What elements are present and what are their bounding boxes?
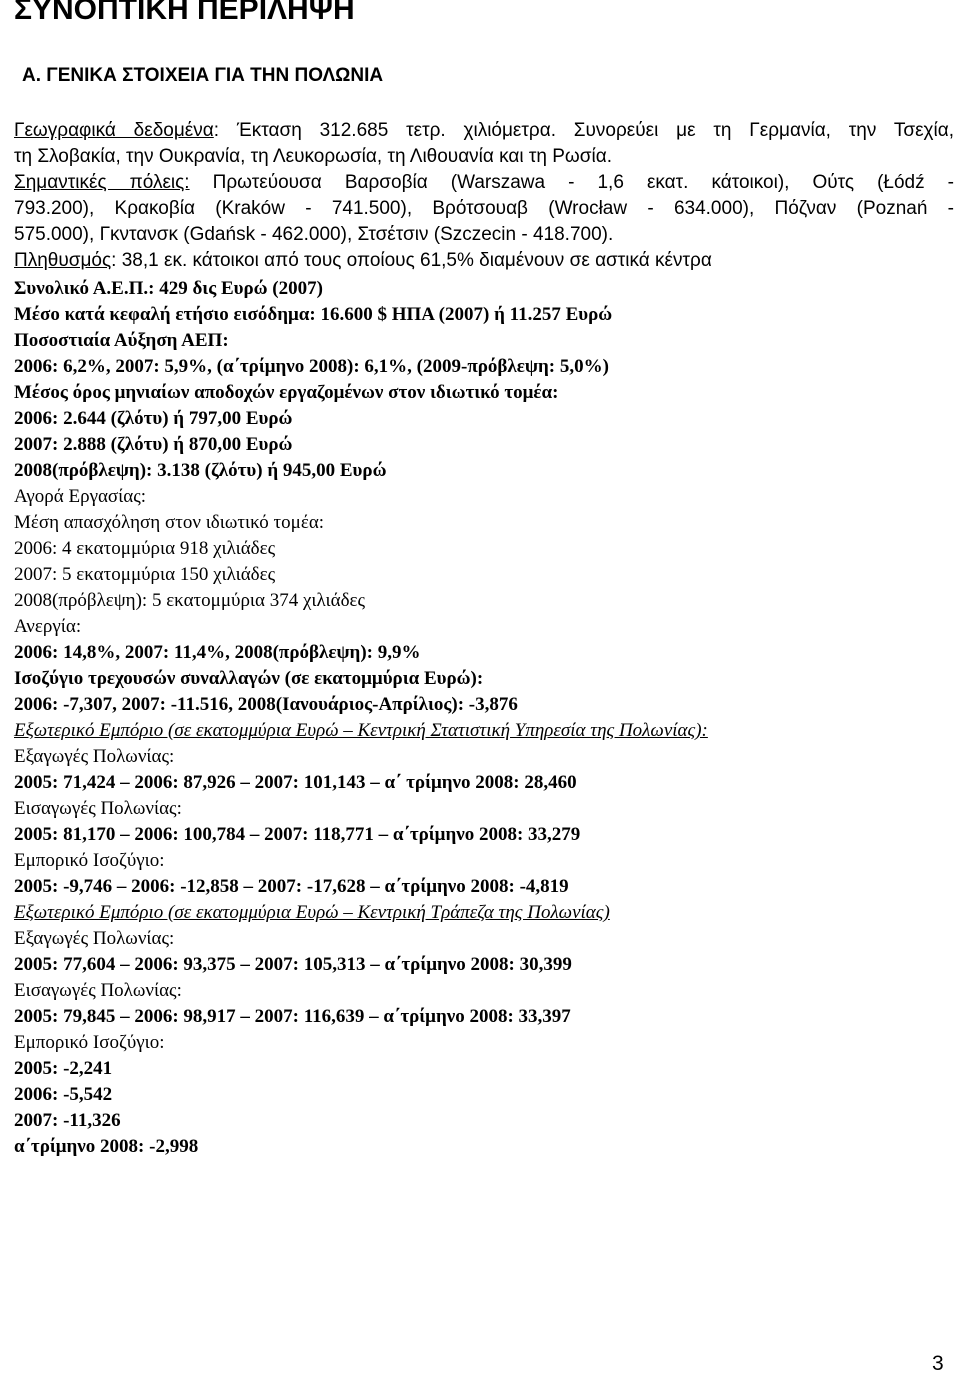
cities-text: Πρωτεύουσα Βαρσοβία (Warszawa - 1,6 εκατ. κάτοικοι), Ούτς (Łódź - — [189, 172, 954, 193]
unemployment-values: 2006: 14,8%, 2007: 11,4%, 2008(πρόβλεψη): 9,9% — [14, 642, 421, 663]
geography-paragraph — [14, 118, 954, 274]
geo-line-3 — [14, 170, 954, 196]
imports-label: Εισαγωγές Πολωνίας: — [14, 980, 182, 1001]
gdp-growth-label: Ποσοστιαία Αύξηση ΑΕΠ: — [14, 330, 229, 351]
geo-line-5: 575.000), Γκντανσκ (Gdańsk - 462.000), Στσέτσιν (Szczecin - 418.700). — [14, 224, 614, 245]
current-account-values: 2006: -7,307, 2007: -11.516, 2008(Ιανουάριος-Απρίλιος): -3,876 — [14, 694, 518, 715]
geo-line-1 — [14, 118, 954, 144]
trade-balance-label: Εμπορικό Ισοζύγιο: — [14, 850, 165, 871]
geo-line-2: τη Σλοβακία, την Ουκρανία, τη Λευκορωσία, τη Λιθουανία και τη Ρωσία. — [14, 146, 612, 167]
trade-bank-heading: Εξωτερικό Εμπόριο (σε εκατομμύρια Ευρώ – Κεντρική Τράπεζα της Πολωνίας) — [14, 902, 610, 923]
employment-label: Μέση απασχόληση στον ιδιωτικό τομέα: — [14, 512, 325, 533]
geo-line-4: 793.200), Κρακοβία (Kraków - 741.500), Βρότσουαβ (Wrocław - 634.000), Πόζναν (Poznań - — [14, 198, 954, 219]
unemployment-label: Ανεργία: — [14, 616, 82, 637]
wages-2008: 2008(πρόβλεψη): 3.138 (ζλότυ) ή 945,00 Ευρώ — [14, 460, 387, 481]
current-account-label: Ισοζύγιο τρεχουσών συναλλαγών (σε εκατομμύρια Ευρώ): — [14, 668, 484, 689]
exports-values: 2005: 77,604 – 2006: 93,375 – 2007: 105,313 – α΄τρίμηνο 2008: 30,399 — [14, 954, 572, 975]
trade-stats-office-block — [14, 718, 954, 900]
trade-balance-label: Εμπορικό Ισοζύγιο: — [14, 1032, 165, 1053]
trade-stats-heading: Εξωτερικό Εμπόριο (σε εκατομμύρια Ευρώ – Κεντρική Στατιστική Υπηρεσία της Πολωνίας): — [14, 720, 708, 741]
exports-label: Εξαγωγές Πολωνίας: — [14, 928, 175, 949]
imports-label: Εισαγωγές Πολωνίας: — [14, 798, 182, 819]
population-label: Πληθυσμός — [14, 250, 112, 271]
labour-market-label: Αγορά Εργασίας: — [14, 486, 147, 507]
page-title: ΣΥΝΟΠΤΙΚΗ ΠΕΡΙΛΗΨΗ — [14, 0, 355, 26]
employment-2006: 2006: 4 εκατομμύρια 918 χιλιάδες — [14, 538, 276, 559]
gdp-growth-values: 2006: 6,2%, 2007: 5,9%, (α΄τρίμηνο 2008): 6,1%, (2009-πρόβλεψη: 5,0%) — [14, 356, 609, 377]
trade-balance-2007: 2007: -11,326 — [14, 1110, 121, 1131]
exports-values: 2005: 71,424 – 2006: 87,926 – 2007: 101,143 – α΄ τρίμηνο 2008: 28,460 — [14, 772, 577, 793]
section-heading: Α. ΓΕΝΙΚΑ ΣΤΟΙΧΕΙΑ ΓΙΑ ΤΗΝ ΠΟΛΩΝΙΑ — [22, 65, 384, 86]
trade-balance-2006: 2006: -5,542 — [14, 1084, 113, 1105]
cities-label: Σημαντικές πόλεις: — [14, 172, 190, 193]
trade-central-bank-block — [14, 900, 954, 1160]
trade-balance-q1-2008: α΄τρίμηνο 2008: -2,998 — [14, 1136, 199, 1157]
gdp-per-capita: Μέσο κατά κεφαλή ετήσιο εισόδημα: 16.600 $ ΗΠΑ (2007) ή 11.257 Ευρώ — [14, 304, 613, 325]
geo-area-text: : Έκταση 312.685 τετρ. χιλιόμετρα. Συνορεύει με τη Γερμανία, την Τσεχία, — [213, 120, 954, 141]
geo-line-6 — [14, 248, 954, 274]
imports-values: 2005: 79,845 – 2006: 98,917 – 2007: 116,639 – α΄τρίμηνο 2008: 33,397 — [14, 1006, 571, 1027]
gdp-total: Συνολικό Α.Ε.Π.: 429 δις Ευρώ (2007) — [14, 278, 323, 299]
geo-label: Γεωγραφικά δεδομένα — [14, 120, 214, 141]
trade-balance-2005: 2005: -2,241 — [14, 1058, 113, 1079]
wages-label: Μέσος όρος μηνιαίων αποδοχών εργαζομένων στον ιδιωτικό τομέα: — [14, 382, 559, 403]
wages-2007: 2007: 2.888 (ζλότυ) ή 870,00 Ευρώ — [14, 434, 293, 455]
wages-2006: 2006: 2.644 (ζλότυ) ή 797,00 Ευρώ — [14, 408, 293, 429]
population-text: : 38,1 εκ. κάτοικοι από τους οποίους 61,5% διαμένουν σε αστικά κέντρα — [111, 250, 712, 271]
trade-balance-values: 2005: -9,746 – 2006: -12,858 – 2007: -17,628 – α΄τρίμηνο 2008: -4,819 — [14, 876, 569, 897]
imports-values: 2005: 81,170 – 2006: 100,784 – 2007: 118,771 – α΄τρίμηνο 2008: 33,279 — [14, 824, 581, 845]
exports-label: Εξαγωγές Πολωνίας: — [14, 746, 175, 767]
employment-2007: 2007: 5 εκατομμύρια 150 χιλιάδες — [14, 564, 276, 585]
economy-block — [14, 276, 954, 718]
employment-2008: 2008(πρόβλεψη): 5 εκατομμύρια 374 χιλιάδες — [14, 590, 366, 611]
page-number: 3 — [932, 1352, 944, 1375]
